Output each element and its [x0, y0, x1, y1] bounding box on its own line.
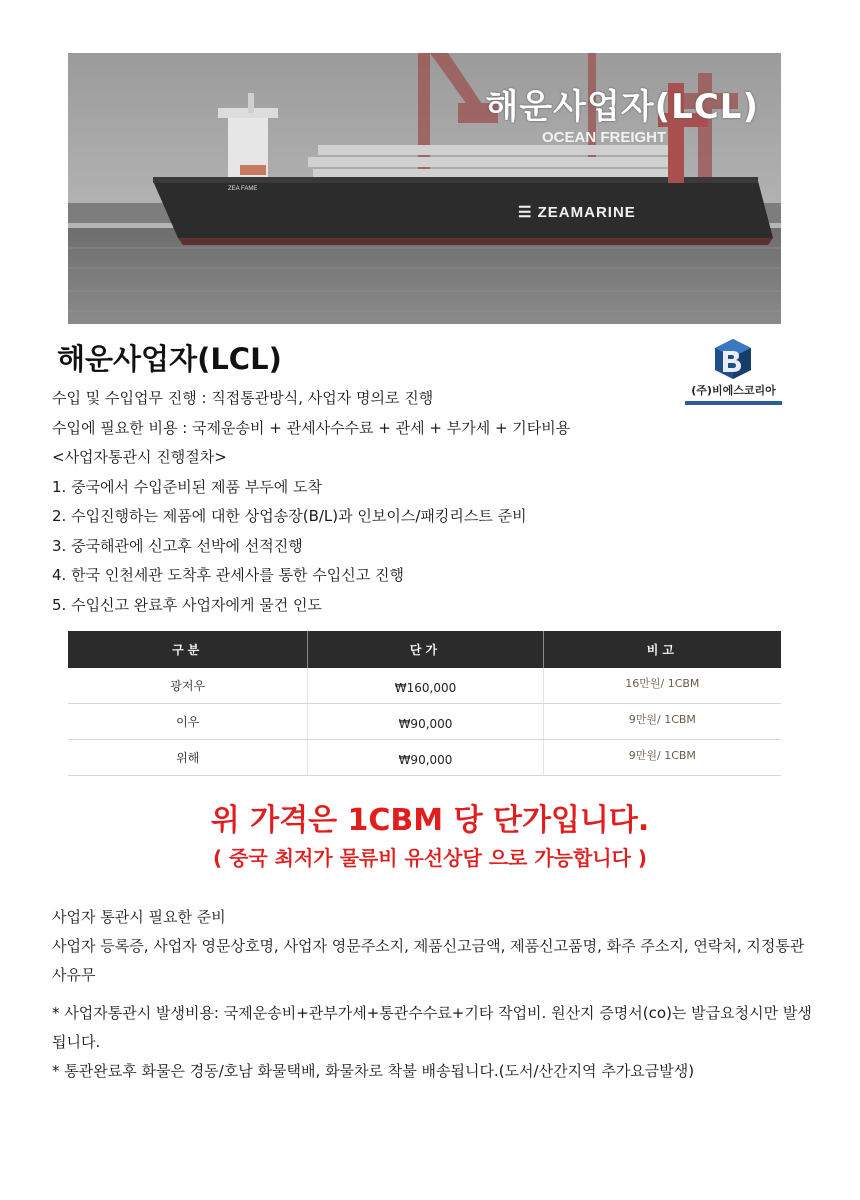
header-category: 구분	[68, 631, 308, 668]
cell-note: 16만원/ 1CBM	[625, 676, 700, 690]
requirements-heading: 사업자 통관시 필요한 준비	[52, 908, 226, 926]
table-header	[68, 631, 781, 668]
cell-note: 9만원/ 1CBM	[628, 712, 696, 726]
table-row	[68, 668, 781, 704]
cell-price: ₩90,000	[308, 740, 543, 775]
delivery-note: * 통관완료후 화물은 경동/호남 화물택배, 화물차로 착불 배송됩니다.(도서/산간지역 추가요금발생)	[52, 1062, 695, 1080]
requirements-docs: 사업자 등록증, 사업자 영문상호명, 사업자 영문주소지, 제품신고금액, 제품신고품명, 화주 주소지, 연락처, 지정통관사유무	[52, 937, 805, 984]
cell-region: 위해	[68, 740, 308, 775]
line-step-5: 5. 수입신고 완료후 사업자에게 물건 인도	[52, 595, 322, 614]
table-row	[68, 740, 781, 776]
logo-label: (주)비에스코리아	[691, 384, 776, 397]
hull-name: ☰ ZEAMARINE	[518, 204, 636, 221]
banner-title: 해운사업자(LCL)	[485, 87, 759, 127]
line-step-3: 3. 중국해관에 신고후 선박에 선적진행	[52, 536, 303, 555]
price-table	[68, 631, 781, 776]
cell-note: 9만원/ 1CBM	[628, 748, 696, 762]
line-step-2: 2. 수입진행하는 제품에 대한 상업송장(B/L)과 인보이스/패킹리스트 준비	[52, 507, 527, 525]
banner-subtitle: OCEAN FREIGHT	[542, 129, 667, 146]
line-step-4: 4. 한국 인천세관 도착후 관세사를 통한 수입신고 진행	[52, 566, 404, 584]
cost-note: * 사업자통관시 발생비용: 국제운송비+관부가세+통관수수료+기타 작업비. 원산지 증명서(co)는 발급요청시만 발생됩니다.	[52, 1004, 812, 1051]
consult-notice: ( 중국 최저가 물류비 유선상담 으로 가능합니다 )	[212, 846, 648, 870]
hull-name-text: ZEAMARINE	[537, 204, 636, 221]
requirements-section	[52, 903, 812, 1086]
line-import-method: 수입 및 수입업무 진행 : 직접통관방식, 사업자 명의로 진행	[52, 389, 434, 407]
cell-region: 광저우	[68, 668, 308, 703]
line-import-costs: 수입에 필요한 비용 : 국제운송비 + 관세사수수료 + 관세 + 부가세 + 기타비용	[52, 418, 571, 437]
bs-cube-logo-icon	[685, 337, 782, 382]
table-row	[68, 704, 781, 740]
import-process-text	[52, 384, 792, 620]
hero-banner	[68, 53, 781, 324]
line-procedure-heading: <사업자통관시 진행절차>	[52, 448, 227, 466]
line-step-1: 1. 중국에서 수입준비된 제품 부두에 도착	[52, 477, 322, 496]
cell-price: ₩160,000	[308, 668, 543, 703]
price-notice: 위 가격은 1CBM 당 단가입니다.	[210, 803, 650, 838]
hull-small-name: ZEA FAME	[228, 186, 258, 192]
header-note: 비고	[646, 643, 678, 657]
cell-price: ₩90,000	[308, 704, 543, 739]
header-unit-price: 단가	[308, 631, 543, 668]
cell-region: 이우	[68, 704, 308, 739]
page-title: 해운사업자(LCL)	[57, 342, 282, 376]
